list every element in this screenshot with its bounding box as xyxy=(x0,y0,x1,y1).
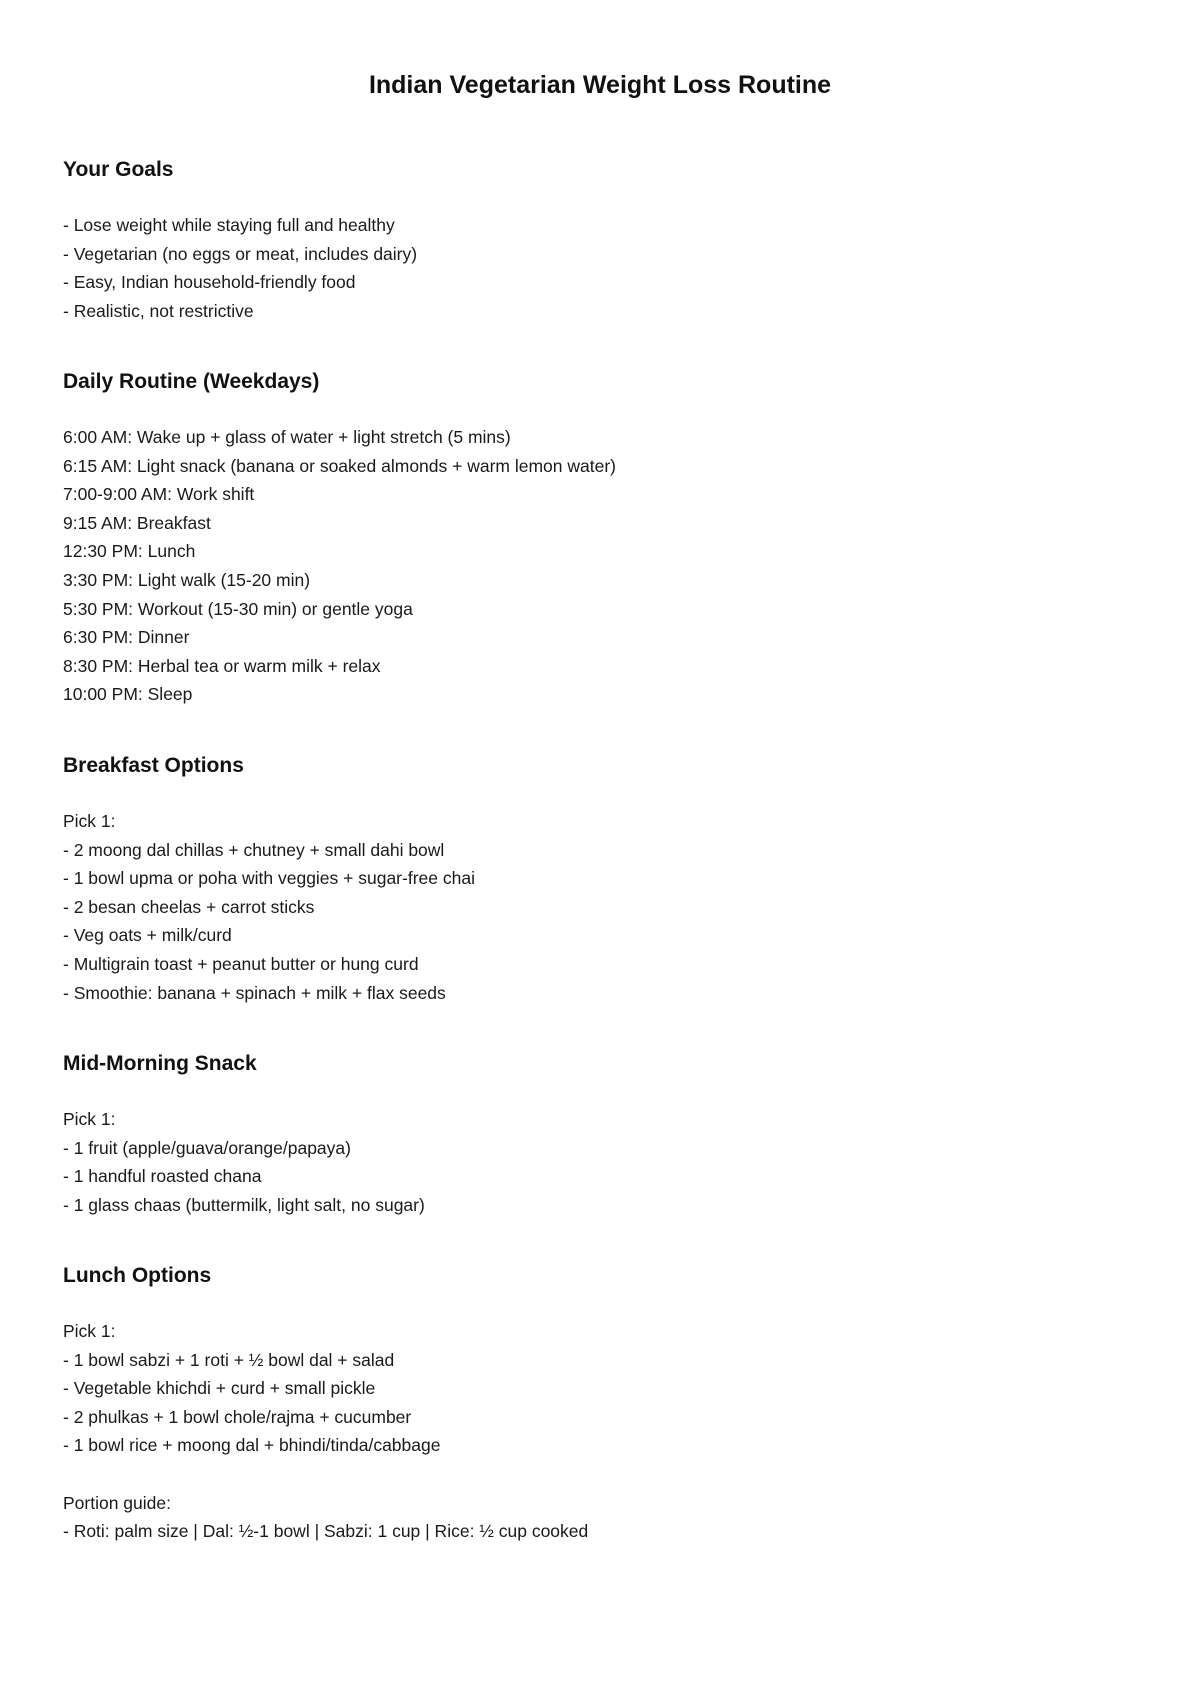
schedule-item: 8:30 PM: Herbal tea or warm milk + relax xyxy=(63,655,381,676)
list-item: - 1 bowl upma or poha with veggies + sugar-free chai xyxy=(63,868,475,889)
section-mid-morning-snack xyxy=(63,1050,425,1219)
pick-label: Pick 1: xyxy=(63,1109,116,1129)
list-item: - 1 bowl sabzi + 1 roti + ½ bowl dal + salad xyxy=(63,1349,395,1370)
pick-label: Pick 1: xyxy=(63,1321,116,1341)
section-heading: Mid-Morning Snack xyxy=(63,1052,257,1075)
schedule-item: 6:30 PM: Dinner xyxy=(63,627,190,648)
list-item: - 1 fruit (apple/guava/orange/papaya) xyxy=(63,1137,351,1158)
schedule-item: 6:00 AM: Wake up + glass of water + light stretch (5 mins) xyxy=(63,427,511,447)
schedule-item: 7:00-9:00 AM: Work shift xyxy=(63,484,255,505)
schedule-item: 3:30 PM: Light walk (15-20 min) xyxy=(63,569,311,590)
list-item: - 2 moong dal chillas + chutney + small dahi bowl xyxy=(63,839,445,860)
schedule-item: 10:00 PM: Sleep xyxy=(63,684,193,705)
list-item: - Easy, Indian household-friendly food xyxy=(63,272,356,293)
pick-label: Pick 1: xyxy=(63,811,116,831)
section-daily-routine xyxy=(63,368,616,709)
schedule-item: 5:30 PM: Workout (15-30 min) or gentle yoga xyxy=(63,598,413,619)
list-item: - 1 handful roasted chana xyxy=(63,1166,262,1187)
spacer xyxy=(63,1460,588,1489)
list-item: - 1 bowl rice + moong dal + bhindi/tinda/cabbage xyxy=(63,1435,441,1456)
section-lunch-options xyxy=(63,1262,588,1546)
section-heading: Breakfast Options xyxy=(63,754,244,777)
list-item: - 2 phulkas + 1 bowl chole/rajma + cucumber xyxy=(63,1406,412,1427)
section-heading: Your Goals xyxy=(63,158,174,181)
section-breakfast-options xyxy=(63,752,475,1007)
list-item: - Realistic, not restrictive xyxy=(63,300,254,321)
list-item: - Vegetarian (no eggs or meat, includes dairy) xyxy=(63,243,418,264)
schedule-item: 12:30 PM: Lunch xyxy=(63,541,196,562)
list-item: - Veg oats + milk/curd xyxy=(63,925,232,946)
section-heading: Daily Routine (Weekdays) xyxy=(63,370,320,393)
portion-guide-line: - Roti: palm size | Dal: ½-1 bowl | Sabzi: 1 cup | Rice: ½ cup cooked xyxy=(63,1521,589,1542)
list-item: - Multigrain toast + peanut butter or hung curd xyxy=(63,953,419,974)
list-item: - Smoothie: banana + spinach + milk + flax seeds xyxy=(63,982,446,1003)
schedule-item: 9:15 AM: Breakfast xyxy=(63,512,211,533)
section-heading: Lunch Options xyxy=(63,1264,212,1287)
list-item: - 1 glass chaas (buttermilk, light salt, no sugar) xyxy=(63,1194,425,1215)
list-item: - Lose weight while staying full and healthy xyxy=(63,215,395,235)
document-title: Indian Vegetarian Weight Loss Routine xyxy=(368,71,832,99)
list-item: - 2 besan cheelas + carrot sticks xyxy=(63,896,315,917)
portion-guide-label: Portion guide: xyxy=(63,1492,171,1513)
list-item: - Vegetable khichdi + curd + small pickle xyxy=(63,1378,376,1399)
schedule-item: 6:15 AM: Light snack (banana or soaked almonds + warm lemon water) xyxy=(63,455,616,476)
section-your-goals xyxy=(63,156,417,325)
